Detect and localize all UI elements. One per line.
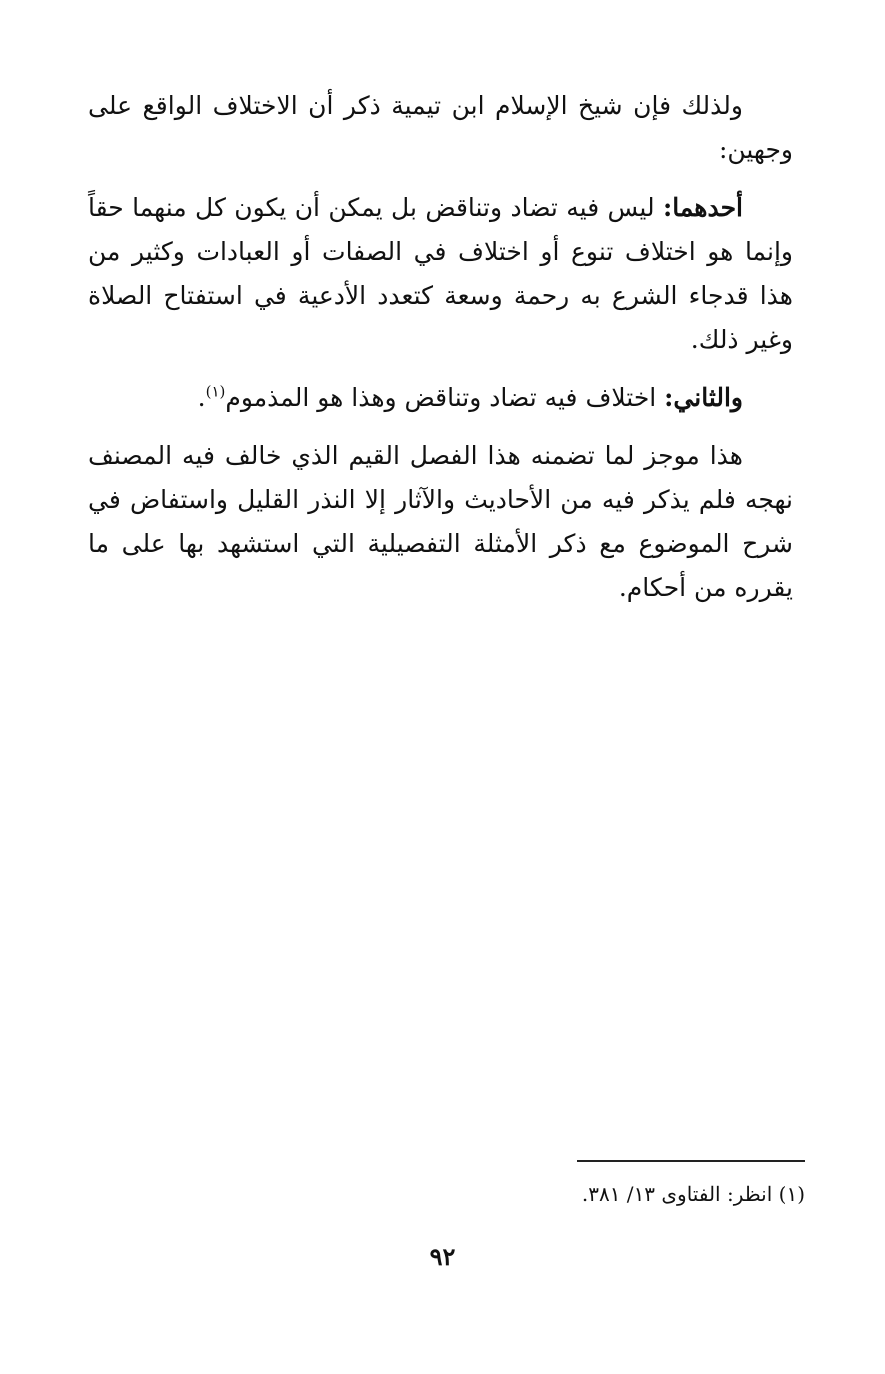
paragraph-first-type <box>88 186 793 362</box>
first-type-text: ليس فيه تضاد وتناقض بل يمكن أن يكون كل منهما حقاً وإنما هو اختلاف تنوع أو اختلاف في الصفات أو العبادات وكثير من هذا قدجاء الشرع به رحمة وسعة كتعدد الأدعية في استفتاح الصلاة وغير ذلك. <box>88 193 793 354</box>
paragraph-second-type <box>88 376 793 420</box>
paragraph-intro-text: ولذلك فإن شيخ الإسلام ابن تيمية ذكر أن الاختلاف الواقع على وجهين: <box>88 91 793 164</box>
second-type-text: اختلاف فيه تضاد وتناقض وهذا هو المذموم <box>225 383 665 412</box>
paragraph-intro <box>88 84 793 172</box>
footnote-reference[interactable]: (١) <box>205 382 226 401</box>
footnote-divider <box>577 1160 805 1162</box>
paragraph-summary-text: هذا موجز لما تضمنه هذا الفصل القيم الذي خالف فيه المصنف نهجه فلم يذكر فيه من الأحاديث والآثار إلا النذر القليل واستفاض في شرح الموضوع مع ذكر الأمثلة التفصيلية التي استشهد بها على ما يقرره من أحكام. <box>88 441 793 602</box>
paragraph-summary <box>88 434 793 610</box>
page-body <box>88 84 793 624</box>
footnote <box>582 1178 805 1210</box>
second-type-heading: والثاني: <box>664 383 743 412</box>
footnote-text: (١) انظر: الفتاوى ١٣/ ٣٨١. <box>581 1182 805 1206</box>
first-type-heading: أحدهما: <box>662 193 743 222</box>
page-number: ٩٢ <box>429 1242 456 1271</box>
second-type-end: . <box>197 383 206 412</box>
